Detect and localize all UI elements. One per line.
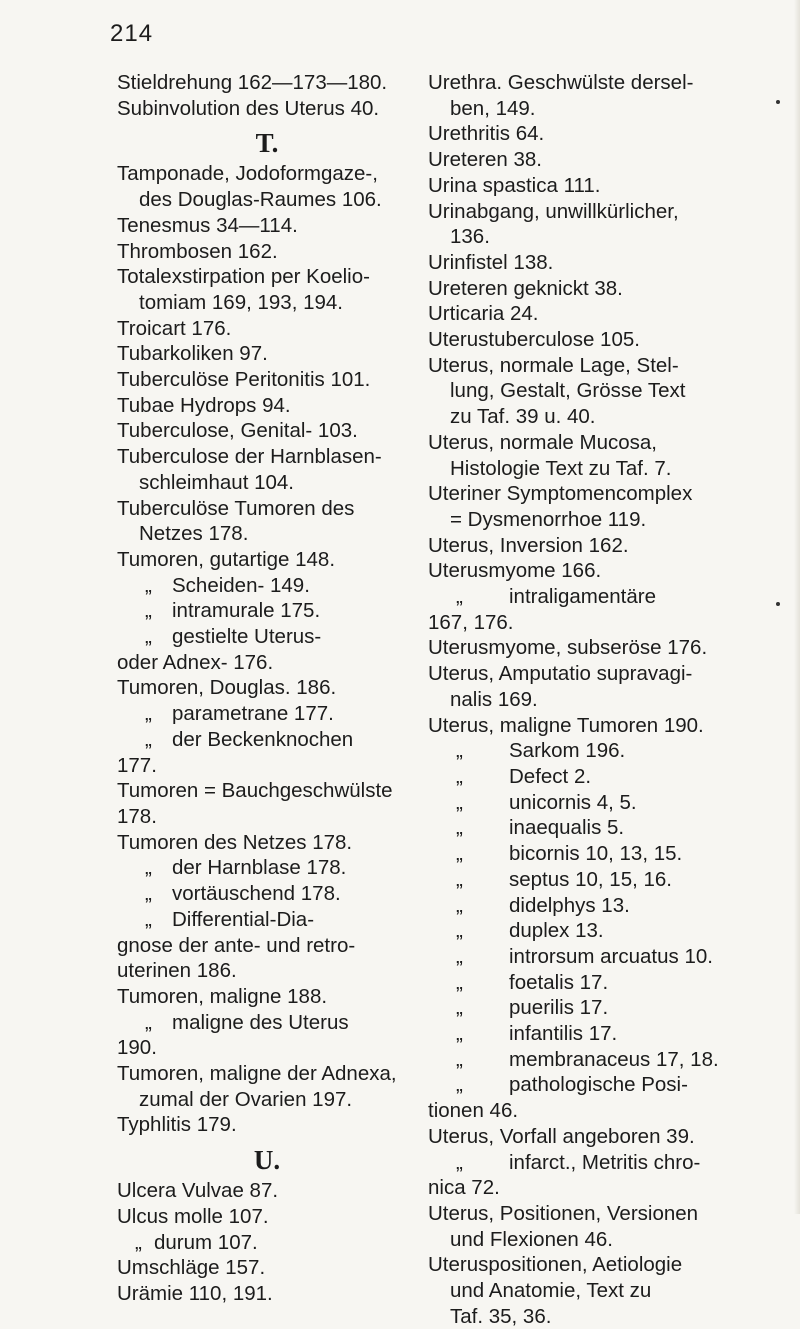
- index-subentry: [117, 1010, 417, 1036]
- index-subentry-text: unicornis 4, 5.: [509, 790, 637, 814]
- ditto-mark: „: [456, 944, 463, 968]
- index-entry-continuation: nica 72.: [428, 1176, 500, 1200]
- index-entry: Subinvolution des Uterus 40.: [117, 96, 380, 120]
- index-entry: Totalexstirpation per Koelio-: [117, 265, 370, 289]
- index-subentry: [428, 918, 742, 944]
- index-entry: Tumoren = Bauchgeschwülste: [117, 779, 393, 803]
- index-entry-continuation: zumal der Ovarien 197.: [139, 1087, 353, 1111]
- index-entry-continuation: lung, Gestalt, Grösse Text: [450, 379, 686, 403]
- index-subentry: [428, 790, 742, 816]
- ditto-mark: „: [145, 727, 152, 751]
- index-entry: Uterustuberculose 105.: [428, 328, 640, 352]
- index-entry: Urinabgang, unwillkürlicher,: [428, 199, 679, 223]
- ditto-mark: „: [456, 1073, 463, 1097]
- index-entry: Uterus, maligne Tumoren 190.: [428, 713, 704, 737]
- index-subentry-text: membranaceus 17, 18.: [509, 1047, 719, 1071]
- index-subentry-text: der Beckenknochen: [172, 727, 354, 751]
- index-entry: Uterus, Positionen, Versionen: [428, 1201, 699, 1225]
- index-subentry-text: Differential-Dia-: [172, 907, 315, 931]
- page-speck: [776, 602, 780, 606]
- index-entry: Tumoren, maligne der Adnexa,: [117, 1062, 397, 1086]
- index-entry: Uteriner Symptomencomplex: [428, 482, 693, 506]
- index-subentry-text: puerilis 17.: [509, 996, 609, 1020]
- index-entry: Tubae Hydrops 94.: [117, 393, 291, 417]
- index-entry: Tuberculöse Peritonitis 101.: [117, 368, 371, 392]
- ditto-mark: „: [145, 907, 152, 931]
- index-entry: Tumoren, Douglas. 186.: [117, 676, 337, 700]
- index-subentry: [117, 701, 417, 727]
- ditto-mark: „: [456, 867, 463, 891]
- index-subentry-text: infarct., Metritis chro-: [509, 1150, 701, 1174]
- ditto-mark: „: [145, 573, 152, 597]
- ditto-mark: „: [456, 842, 463, 866]
- index-subentry-text: intramurale 175.: [172, 599, 321, 623]
- index-subentry-text: pathologische Posi-: [509, 1073, 688, 1097]
- index-subentry-text: maligne des Uterus: [172, 1010, 349, 1034]
- index-entry: Urinfistel 138.: [428, 250, 554, 274]
- index-subentry-text: infantilis 17.: [509, 1022, 618, 1046]
- index-entry-continuation: Histologie Text zu Taf. 7.: [450, 456, 672, 480]
- index-entry: Tuberculose, Genital- 103.: [117, 419, 358, 443]
- ditto-mark: „: [456, 970, 463, 994]
- index-entry-continuation: zu Taf. 39 u. 40.: [450, 405, 596, 429]
- page-edge: [794, 0, 800, 1214]
- section-letter: T.: [255, 128, 279, 159]
- index-subentry: [428, 970, 742, 996]
- index-subentry: [428, 584, 742, 610]
- index-entry: Uterus, normale Mucosa,: [428, 430, 658, 454]
- index-subentry: [428, 893, 742, 919]
- ditto-mark: „: [456, 1150, 463, 1174]
- index-entry: Tumoren des Netzes 178.: [117, 830, 353, 854]
- index-entry: Tenesmus 34—114.: [117, 213, 298, 237]
- index-entry-continuation: 178.: [117, 804, 157, 828]
- index-subentry-text: foetalis 17.: [509, 970, 609, 994]
- index-entry: Urethra. Geschwülste dersel-: [428, 71, 694, 94]
- index-entry-continuation: 136.: [450, 225, 490, 249]
- index-entry: Urticaria 24.: [428, 302, 539, 326]
- index-entry-continuation: = Dysmenorrhoe 119.: [450, 507, 647, 531]
- index-subentry: [428, 1072, 742, 1098]
- index-subentry-text: inaequalis 5.: [509, 816, 625, 840]
- index-entry: Ureteren geknickt 38.: [428, 276, 623, 300]
- index-entry: Tuberculose der Harnblasen-: [117, 445, 382, 469]
- index-entry-continuation: ben, 149.: [450, 96, 536, 120]
- index-entry: Urina spastica 111.: [428, 173, 601, 197]
- ditto-mark: „: [456, 790, 463, 814]
- index-subentry: [117, 624, 417, 650]
- index-subentry-text: der Harnblase 178.: [172, 856, 347, 880]
- index-entry-continuation: und Anatomie, Text zu: [450, 1279, 652, 1303]
- index-column-right: [428, 70, 742, 1329]
- index-entry: Uterus, Vorfall angeboren 39.: [428, 1124, 695, 1148]
- index-entry: Typhlitis 179.: [117, 1113, 237, 1137]
- index-entry-continuation: Taf. 35, 36.: [450, 1304, 552, 1328]
- index-entry: Tubarkoliken 97.: [117, 342, 268, 366]
- index-entry-continuation: und Flexionen 46.: [450, 1227, 613, 1251]
- index-subentry: [117, 573, 417, 599]
- index-subentry-text: Defect 2.: [509, 764, 592, 788]
- index-subentry-text: introrsum arcuatus 10.: [509, 944, 713, 968]
- page-number: 214: [110, 20, 154, 47]
- index-subentry-text: gestielte Uterus-: [172, 625, 322, 649]
- index-subentry: [117, 1230, 417, 1256]
- index-entry: Troicart 176.: [117, 316, 232, 340]
- index-subentry-text: vortäuschend 178.: [172, 882, 341, 906]
- index-subentry: [428, 764, 742, 790]
- page-speck: [776, 100, 780, 104]
- index-entry-continuation: oder Adnex- 176.: [117, 650, 274, 674]
- index-entry: Urämie 110, 191.: [117, 1281, 273, 1305]
- ditto-mark: „: [145, 625, 152, 649]
- ditto-mark: „: [456, 919, 463, 943]
- index-subentry: [117, 907, 417, 933]
- index-subentry-text: duplex 13.: [509, 919, 604, 943]
- index-entry: Tamponade, Jodoformgaze-,: [117, 162, 378, 186]
- index-entry-continuation: 177.: [117, 753, 157, 777]
- index-subentry: [428, 995, 742, 1021]
- index-subentry-text: Sarkom 196.: [509, 739, 626, 763]
- index-entry: Uterus, normale Lage, Stel-: [428, 353, 679, 377]
- index-subentry-text: septus 10, 15, 16.: [509, 867, 672, 891]
- index-subentry: [117, 598, 417, 624]
- ditto-mark: „: [456, 996, 463, 1020]
- index-entry: Umschläge 157.: [117, 1256, 266, 1280]
- index-entry: Tumoren, gutartige 148.: [117, 547, 336, 571]
- index-column-left: [117, 70, 417, 1307]
- index-subentry: [117, 881, 417, 907]
- index-entry: Tuberculöse Tumoren des: [117, 496, 355, 520]
- ditto-mark: „: [456, 893, 463, 917]
- index-entry: Uteruspositionen, Aetiologie: [428, 1253, 683, 1277]
- ditto-mark: „: [145, 599, 152, 623]
- index-subentry-text: intraligamentäre: [509, 585, 656, 609]
- index-entry: Ulcus molle 107.: [117, 1204, 269, 1228]
- ditto-mark: „: [145, 1010, 152, 1034]
- index-entry: Thrombosen 162.: [117, 239, 278, 263]
- index-subentry: [428, 841, 742, 867]
- index-subentry-text: bicornis 10, 13, 15.: [509, 842, 683, 866]
- index-entry-continuation: gnose der ante- und retro-: [117, 933, 356, 957]
- index-subentry: [428, 1150, 742, 1176]
- index-entry-continuation: tionen 46.: [428, 1099, 519, 1123]
- ditto-mark: „: [456, 1022, 463, 1046]
- index-subentry: [428, 815, 742, 841]
- index-entry: Urethritis 64.: [428, 122, 545, 146]
- index-subentry-text: parametrane 177.: [172, 702, 334, 726]
- index-subentry: [428, 867, 742, 893]
- ditto-mark: „: [135, 1230, 142, 1254]
- index-entry: Tumoren, maligne 188.: [117, 984, 328, 1008]
- ditto-mark: „: [145, 882, 152, 906]
- index-entry: Uterusmyome, subseröse 176.: [428, 636, 708, 660]
- index-entry-continuation: 190.: [117, 1036, 157, 1060]
- index-subentry-text: Scheiden- 149.: [172, 573, 310, 597]
- index-entry-continuation: schleimhaut 104.: [139, 470, 294, 494]
- ditto-mark: „: [456, 816, 463, 840]
- index-entry: Uterusmyome 166.: [428, 559, 602, 583]
- index-subentry: [428, 1047, 742, 1073]
- index-entry-continuation: nalis 169.: [450, 687, 538, 711]
- index-entry: Ureteren 38.: [428, 148, 542, 172]
- ditto-mark: „: [456, 739, 463, 763]
- index-subentry: [117, 855, 417, 881]
- index-subentry-text: didelphys 13.: [509, 893, 630, 917]
- index-subentry-text: durum 107.: [154, 1230, 258, 1254]
- ditto-mark: „: [456, 585, 463, 609]
- index-entry: Uterus, Inversion 162.: [428, 533, 629, 557]
- ditto-mark: „: [145, 856, 152, 880]
- index-subentry: [117, 727, 417, 753]
- index-entry-continuation: des Douglas-Raumes 106.: [139, 188, 382, 212]
- index-subentry: [428, 1021, 742, 1047]
- index-entry-continuation: 167, 176.: [428, 610, 514, 634]
- index-entry-continuation: uterinen 186.: [117, 959, 237, 983]
- section-letter: U.: [253, 1145, 281, 1176]
- ditto-mark: „: [145, 702, 152, 726]
- ditto-mark: „: [456, 1047, 463, 1071]
- index-subentry: [428, 944, 742, 970]
- index-entry-continuation: tomiam 169, 193, 194.: [139, 290, 343, 314]
- ditto-mark: „: [456, 764, 463, 788]
- index-entry: Uterus, Amputatio supravagi-: [428, 662, 693, 686]
- index-entry: Stieldrehung 162—173—180.: [117, 71, 388, 94]
- index-entry: Ulcera Vulvae 87.: [117, 1179, 279, 1203]
- index-entry-continuation: Netzes 178.: [139, 522, 249, 546]
- index-subentry: [428, 738, 742, 764]
